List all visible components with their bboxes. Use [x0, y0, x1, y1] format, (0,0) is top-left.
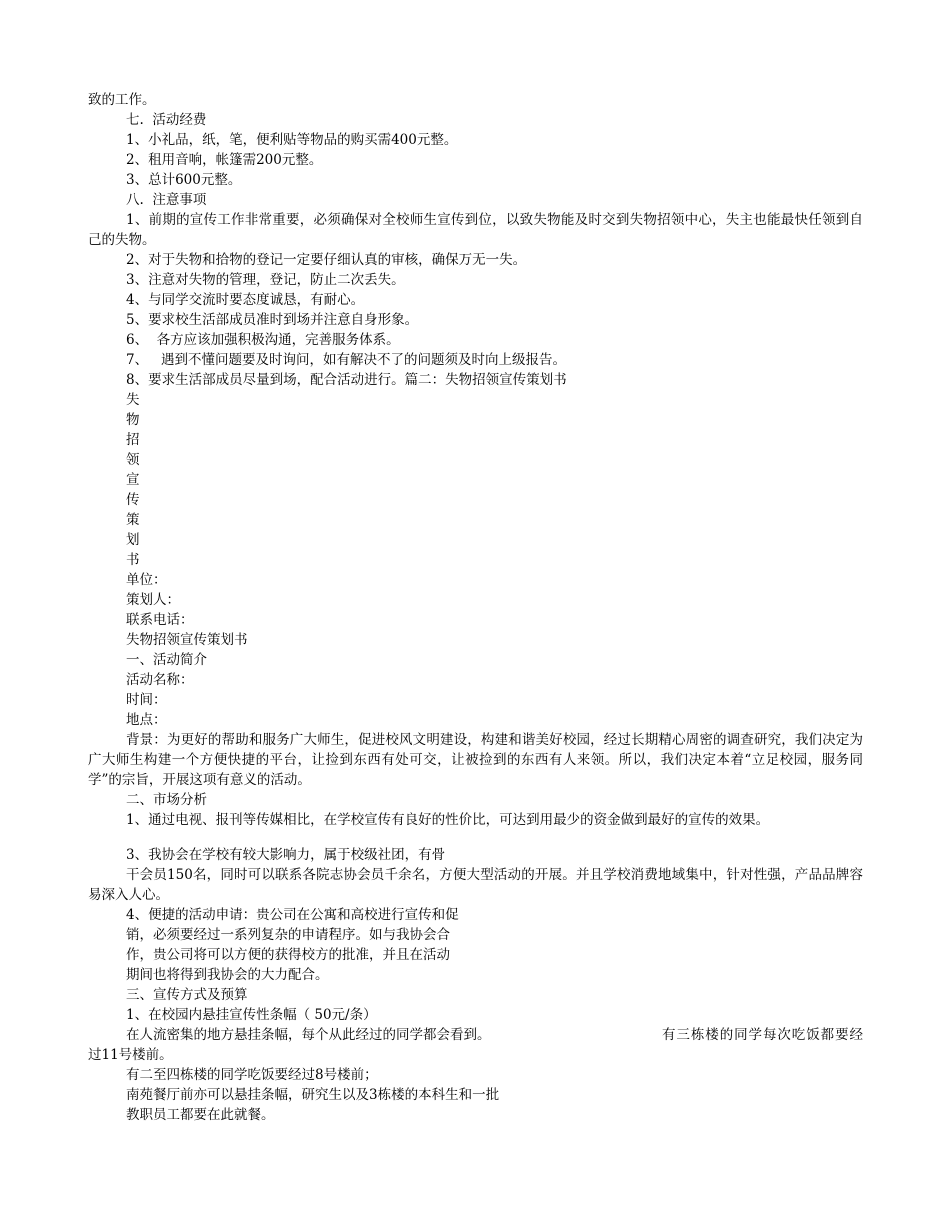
vertical-title-char: 划 — [126, 532, 140, 548]
paragraph-line: 8、要求生活部成员尽量到场，配合活动进行。篇二：失物招领宣传策划书 — [126, 372, 567, 388]
paragraph-line: 1、小礼品，纸，笔，便利贴等物品的购买需400元整。 — [126, 132, 458, 148]
paragraph-line: 4、便捷的活动申请：贵公司在公寓和高校进行宣传和促 — [126, 907, 459, 923]
paragraph-line: 南苑餐厅前亦可以悬挂条幅，研究生以及3栋楼的本科生和一批 — [126, 1087, 500, 1103]
paragraph-line: 有二至四栋楼的同学吃饭要经过8号楼前； — [126, 1067, 378, 1083]
form-label: 活动名称： — [126, 672, 194, 688]
vertical-title-char: 策 — [126, 512, 140, 528]
paragraph-line: 1、通过电视、报刊等传媒相比，在学校宣传有良好的性价比，可达到用最少的资金做到最好的宣传的效果。 — [126, 812, 770, 828]
section-heading: 三、宣传方式及预算 — [126, 987, 248, 1003]
paragraph-line: 在人流密集的地方悬挂条幅，每个从此经过的同学都会看到。 — [126, 1027, 491, 1043]
paragraph: 干会员150名，同时可以联系各院志协会员千余名，方便大型活动的开展。并且学校消费地域集中，针对性强，产品品牌容易深入人心。 — [88, 867, 863, 903]
paragraph-line: 5、要求校生活部成员准时到场并注意自身形象。 — [126, 312, 419, 328]
paragraph-line: 3、我协会在学校有较大影响力，属于校级社团，有骨 — [126, 847, 446, 863]
paragraph-line: 2、租用音响，帐篷需200元整。 — [126, 152, 323, 168]
form-label: 联系电话： — [126, 612, 194, 628]
paragraph-line: 2、对于失物和拾物的登记一定要仔细认真的审核，确保万无一失。 — [126, 252, 527, 268]
form-label: 地点： — [126, 712, 167, 728]
paragraph: 有三栋楼的同学每次吃饭都要经过11号楼前。 — [88, 1027, 863, 1063]
paragraph-line: 教职员工都要在此就餐。 — [126, 1107, 275, 1123]
form-label: 时间： — [126, 692, 167, 708]
paragraph: 背景：为更好的帮助和服务广大师生，促进校风文明建设，构建和谐美好校园，经过长期精心周密的调查研究，我们决定为广大师生构建一个方便快捷的平台，让捡到东西有处可交，让被捡到的东西有人来领。所以，我们决定本着“立足校园，服务同学”的宗旨，开展这项有意义的活动。 — [88, 732, 863, 788]
document-title: 失物招领宣传策划书 — [126, 632, 248, 648]
paragraph-line: 销，必须要经过一系列复杂的申请程序。如与我协会合 — [126, 927, 450, 943]
vertical-title-char: 领 — [126, 452, 140, 468]
paragraph-line: 3、总计600元整。 — [126, 172, 242, 188]
vertical-title-char: 书 — [126, 552, 140, 568]
paragraph-line: 7、 遇到不懂问题要及时询问，如有解决不了的问题须及时向上级报告。 — [126, 352, 566, 368]
section-heading: 七. 活动经费 — [126, 112, 207, 128]
paragraph-line: 1、在校园内悬挂宣传性条幅（ 50元/条） — [126, 1007, 377, 1023]
vertical-title-char: 物 — [126, 412, 140, 428]
form-label: 策划人： — [126, 592, 180, 608]
vertical-title-char: 失 — [126, 392, 140, 408]
paragraph-line: 3、注意对失物的管理，登记，防止二次丢失。 — [126, 272, 405, 288]
paragraph-line: 6、 各方应该加强积极沟通，完善服务体系。 — [126, 332, 400, 348]
paragraph-line: 4、与同学交流时要态度诚恳，有耐心。 — [126, 292, 365, 308]
paragraph: 1、前期的宣传工作非常重要，必须确保对全校师生宣传到位，以致失物能及时交到失物招领中心，失主也能最快任领到自己的失物。 — [88, 212, 863, 248]
vertical-title-char: 招 — [126, 432, 140, 448]
paragraph-line: 致的工作。 — [88, 92, 156, 108]
paragraph-line: 期间也将得到我协会的大力配合。 — [126, 967, 329, 983]
vertical-title-char: 宣 — [126, 472, 140, 488]
section-heading: 一、活动简介 — [126, 652, 207, 668]
section-heading: 二、市场分析 — [126, 792, 207, 808]
form-label: 单位： — [126, 572, 167, 588]
section-heading: 八. 注意事项 — [126, 192, 207, 208]
vertical-title-char: 传 — [126, 492, 140, 508]
paragraph-line: 作，贵公司将可以方便的获得校方的批准，并且在活动 — [126, 947, 450, 963]
